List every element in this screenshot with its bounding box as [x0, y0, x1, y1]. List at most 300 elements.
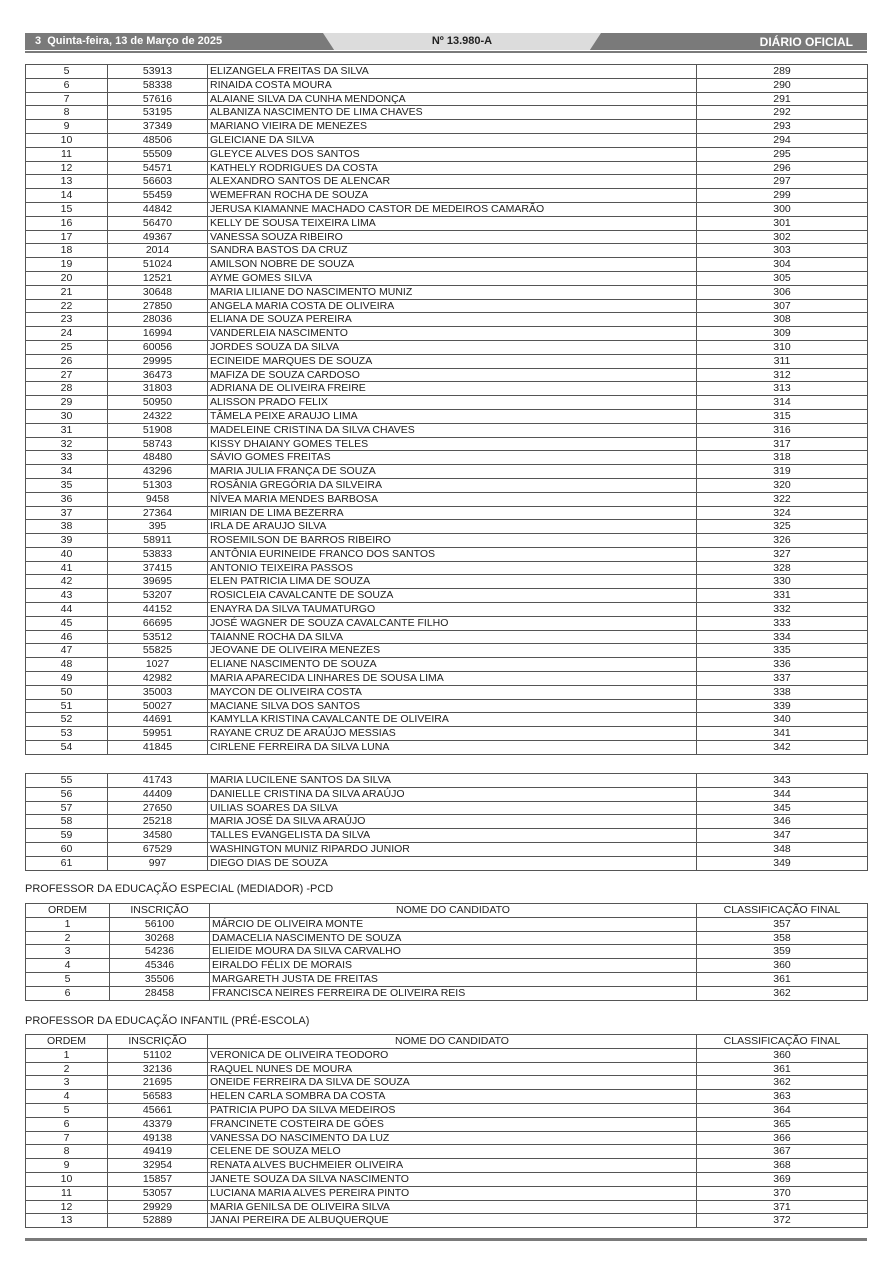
- col-header-nome: NOME DO CANDIDATO: [208, 1035, 697, 1049]
- cell-ordem: 20: [26, 271, 108, 285]
- cell-ordem: 5: [26, 972, 110, 986]
- cell-ordem: 13: [26, 175, 108, 189]
- cell-classificacao: 302: [697, 230, 868, 244]
- cell-inscricao: 27650: [108, 801, 208, 815]
- cell-inscricao: 59951: [108, 727, 208, 741]
- cell-nome: ELIEIDE MOURA DA SILVA CARVALHO: [210, 945, 697, 959]
- table-row: [26, 202, 868, 216]
- cell-classificacao: 318: [697, 451, 868, 465]
- cell-inscricao: 28458: [110, 986, 210, 1000]
- publication-name: DIÁRIO OFICIAL: [759, 35, 853, 49]
- cell-inscricao: 48506: [108, 133, 208, 147]
- cell-classificacao: 319: [697, 465, 868, 479]
- cell-nome: ROSÂNIA GREGÓRIA DA SILVEIRA: [208, 478, 697, 492]
- cell-inscricao: 37415: [108, 561, 208, 575]
- cell-classificacao: 312: [697, 368, 868, 382]
- table-row: [26, 931, 868, 945]
- table-row: [26, 672, 868, 686]
- cell-classificacao: 297: [697, 175, 868, 189]
- cell-classificacao: 305: [697, 271, 868, 285]
- cell-inscricao: 56603: [108, 175, 208, 189]
- cell-nome: NÍVEA MARIA MENDES BARBOSA: [208, 492, 697, 506]
- cell-ordem: 55: [26, 774, 108, 788]
- cell-classificacao: 296: [697, 161, 868, 175]
- table-row: [26, 589, 868, 603]
- table-row: [26, 787, 868, 801]
- cell-inscricao: 9458: [108, 492, 208, 506]
- cell-ordem: 2: [26, 931, 110, 945]
- cell-ordem: 53: [26, 727, 108, 741]
- cell-nome: IRLA DE ARAUJO SILVA: [208, 520, 697, 534]
- cell-inscricao: 45661: [108, 1103, 208, 1117]
- cell-nome: PATRICIA PUPO DA SILVA MEDEIROS: [208, 1103, 697, 1117]
- cell-inscricao: 51303: [108, 478, 208, 492]
- cell-classificacao: 369: [697, 1172, 868, 1186]
- cell-classificacao: 300: [697, 202, 868, 216]
- cell-ordem: 48: [26, 658, 108, 672]
- cell-nome: MÁRCIO DE OLIVEIRA MONTE: [210, 917, 697, 931]
- cell-inscricao: 2014: [108, 244, 208, 258]
- table-row: [26, 520, 868, 534]
- cell-ordem: 7: [26, 92, 108, 106]
- cell-nome: ELIZANGELA FREITAS DA SILVA: [208, 65, 697, 79]
- cell-classificacao: 324: [697, 506, 868, 520]
- results-table-pcd: [25, 903, 868, 1001]
- cell-ordem: 23: [26, 313, 108, 327]
- cell-inscricao: 29929: [108, 1200, 208, 1214]
- cell-inscricao: 51024: [108, 258, 208, 272]
- cell-nome: RINAIDA COSTA MOURA: [208, 78, 697, 92]
- table-row: [26, 829, 868, 843]
- cell-ordem: 56: [26, 787, 108, 801]
- cell-classificacao: 299: [697, 189, 868, 203]
- cell-inscricao: 41845: [108, 741, 208, 755]
- cell-nome: MARIA JOSÉ DA SILVA ARAÚJO: [208, 815, 697, 829]
- cell-inscricao: 32954: [108, 1159, 208, 1173]
- cell-nome: MADELEINE CRISTINA DA SILVA CHAVES: [208, 423, 697, 437]
- section-title-infantil: PROFESSOR DA EDUCAÇÃO INFANTIL (PRÉ-ESCOLA): [25, 1015, 310, 1027]
- cell-classificacao: 314: [697, 396, 868, 410]
- cell-inscricao: 16994: [108, 327, 208, 341]
- cell-classificacao: 359: [697, 945, 868, 959]
- cell-nome: MAYCON DE OLIVEIRA COSTA: [208, 685, 697, 699]
- cell-classificacao: 360: [697, 959, 868, 973]
- cell-nome: SÁVIO GOMES FREITAS: [208, 451, 697, 465]
- cell-classificacao: 362: [697, 986, 868, 1000]
- table-row: [26, 685, 868, 699]
- table-row: [26, 658, 868, 672]
- cell-inscricao: 55459: [108, 189, 208, 203]
- cell-nome: JANETE SOUZA DA SILVA NASCIMENTO: [208, 1172, 697, 1186]
- cell-ordem: 33: [26, 451, 108, 465]
- cell-nome: UILIAS SOARES DA SILVA: [208, 801, 697, 815]
- table-row: [26, 92, 868, 106]
- cell-classificacao: 371: [697, 1200, 868, 1214]
- edition-number: Nº 13.980-A: [431, 35, 493, 47]
- cell-inscricao: 36473: [108, 368, 208, 382]
- cell-classificacao: 307: [697, 299, 868, 313]
- cell-ordem: 6: [26, 1117, 108, 1131]
- table-row: [26, 1186, 868, 1200]
- cell-nome: ANGELA MARIA COSTA DE OLIVEIRA: [208, 299, 697, 313]
- cell-inscricao: 34580: [108, 829, 208, 843]
- cell-classificacao: 304: [697, 258, 868, 272]
- cell-ordem: 7: [26, 1131, 108, 1145]
- cell-ordem: 54: [26, 741, 108, 755]
- cell-ordem: 25: [26, 340, 108, 354]
- cell-ordem: 3: [26, 1076, 108, 1090]
- cell-classificacao: 362: [697, 1076, 868, 1090]
- cell-nome: LUCIANA MARIA ALVES PEREIRA PINTO: [208, 1186, 697, 1200]
- table-row: [26, 547, 868, 561]
- cell-ordem: 11: [26, 147, 108, 161]
- cell-inscricao: 25218: [108, 815, 208, 829]
- cell-ordem: 17: [26, 230, 108, 244]
- cell-ordem: 16: [26, 216, 108, 230]
- cell-inscricao: 28036: [108, 313, 208, 327]
- cell-inscricao: 21695: [108, 1076, 208, 1090]
- cell-ordem: 9: [26, 120, 108, 134]
- cell-classificacao: 330: [697, 575, 868, 589]
- cell-inscricao: 53207: [108, 589, 208, 603]
- cell-nome: VERONICA DE OLIVEIRA TEODORO: [208, 1048, 697, 1062]
- cell-ordem: 46: [26, 630, 108, 644]
- cell-nome: TAIANNE ROCHA DA SILVA: [208, 630, 697, 644]
- cell-nome: EIRALDO FÉLIX DE MORAIS: [210, 959, 697, 973]
- cell-ordem: 19: [26, 258, 108, 272]
- cell-classificacao: 348: [697, 842, 868, 856]
- cell-nome: JOSÉ WAGNER DE SOUZA CAVALCANTE FILHO: [208, 616, 697, 630]
- cell-inscricao: 54236: [110, 945, 210, 959]
- cell-inscricao: 44152: [108, 603, 208, 617]
- cell-nome: ALEXANDRO SANTOS DE ALENCAR: [208, 175, 697, 189]
- cell-inscricao: 31803: [108, 382, 208, 396]
- table-row: [26, 534, 868, 548]
- table-row: [26, 1200, 868, 1214]
- cell-ordem: 36: [26, 492, 108, 506]
- col-header-ordem: ORDEM: [26, 1035, 108, 1049]
- cell-ordem: 28: [26, 382, 108, 396]
- section-title-pcd: PROFESSOR DA EDUCAÇÃO ESPECIAL (MEDIADOR) -PCD: [25, 883, 334, 895]
- col-header-nome: NOME DO CANDIDATO: [210, 904, 697, 918]
- cell-inscricao: 42982: [108, 672, 208, 686]
- cell-nome: DAMACELIA NASCIMENTO DE SOUZA: [210, 931, 697, 945]
- cell-ordem: 59: [26, 829, 108, 843]
- cell-nome: FRANCISCA NEIRES FERREIRA DE OLIVEIRA REIS: [210, 986, 697, 1000]
- cell-classificacao: 291: [697, 92, 868, 106]
- cell-classificacao: 322: [697, 492, 868, 506]
- table-row: [26, 285, 868, 299]
- table-header-row: [26, 1035, 868, 1049]
- table-row: [26, 1103, 868, 1117]
- table-row: [26, 299, 868, 313]
- cell-nome: ONEIDE FERREIRA DA SILVA DE SOUZA: [208, 1076, 697, 1090]
- cell-ordem: 43: [26, 589, 108, 603]
- cell-nome: HELEN CARLA SOMBRA DA COSTA: [208, 1090, 697, 1104]
- cell-classificacao: 341: [697, 727, 868, 741]
- cell-ordem: 5: [26, 1103, 108, 1117]
- table-row: [26, 409, 868, 423]
- col-header-ordem: ORDEM: [26, 904, 110, 918]
- cell-classificacao: 366: [697, 1131, 868, 1145]
- cell-nome: JANAI PEREIRA DE ALBUQUERQUE: [208, 1214, 697, 1228]
- col-header-inscricao: INSCRIÇÃO: [110, 904, 210, 918]
- table-row: [26, 189, 868, 203]
- cell-ordem: 30: [26, 409, 108, 423]
- cell-ordem: 38: [26, 520, 108, 534]
- cell-classificacao: 342: [697, 741, 868, 755]
- cell-classificacao: 292: [697, 106, 868, 120]
- results-table-continued-2: [25, 773, 868, 871]
- cell-classificacao: 337: [697, 672, 868, 686]
- cell-ordem: 45: [26, 616, 108, 630]
- table-row: [26, 65, 868, 79]
- cell-classificacao: 303: [697, 244, 868, 258]
- cell-inscricao: 52889: [108, 1214, 208, 1228]
- col-header-classificacao: CLASSIFICAÇÃO FINAL: [697, 1035, 868, 1049]
- cell-classificacao: 357: [697, 917, 868, 931]
- table-row: [26, 78, 868, 92]
- cell-nome: ROSEMILSON DE BARROS RIBEIRO: [208, 534, 697, 548]
- table-row: [26, 451, 868, 465]
- cell-inscricao: 49138: [108, 1131, 208, 1145]
- cell-ordem: 1: [26, 1048, 108, 1062]
- table-row: [26, 741, 868, 755]
- table-row: [26, 945, 868, 959]
- cell-ordem: 58: [26, 815, 108, 829]
- col-header-classificacao: CLASSIFICAÇÃO FINAL: [697, 904, 868, 918]
- cell-nome: MARIA LILIANE DO NASCIMENTO MUNIZ: [208, 285, 697, 299]
- table-row: [26, 1145, 868, 1159]
- cell-nome: ALAIANE SILVA DA CUNHA MENDONÇA: [208, 92, 697, 106]
- table-row: [26, 774, 868, 788]
- table-row: [26, 575, 868, 589]
- table-row: [26, 340, 868, 354]
- cell-inscricao: 48480: [108, 451, 208, 465]
- cell-inscricao: 53913: [108, 65, 208, 79]
- cell-ordem: 50: [26, 685, 108, 699]
- cell-classificacao: 372: [697, 1214, 868, 1228]
- header-underline: [25, 51, 867, 53]
- cell-inscricao: 67529: [108, 842, 208, 856]
- cell-inscricao: 27850: [108, 299, 208, 313]
- cell-ordem: 10: [26, 133, 108, 147]
- cell-ordem: 10: [26, 1172, 108, 1186]
- table-row: [26, 1131, 868, 1145]
- cell-nome: KELLY DE SOUSA TEIXEIRA LIMA: [208, 216, 697, 230]
- cell-nome: RAYANE CRUZ DE ARAÚJO MESSIAS: [208, 727, 697, 741]
- cell-nome: ANTÔNIA EURINEIDE FRANCO DOS SANTOS: [208, 547, 697, 561]
- cell-inscricao: 29995: [108, 354, 208, 368]
- cell-classificacao: 343: [697, 774, 868, 788]
- cell-nome: CELENE DE SOUZA MELO: [208, 1145, 697, 1159]
- cell-classificacao: 336: [697, 658, 868, 672]
- cell-classificacao: 360: [697, 1048, 868, 1062]
- cell-ordem: 15: [26, 202, 108, 216]
- table-row: [26, 917, 868, 931]
- cell-ordem: 13: [26, 1214, 108, 1228]
- cell-inscricao: 15857: [108, 1172, 208, 1186]
- cell-nome: ANTONIO TEIXEIRA PASSOS: [208, 561, 697, 575]
- table-row: [26, 175, 868, 189]
- cell-classificacao: 368: [697, 1159, 868, 1173]
- cell-classificacao: 344: [697, 787, 868, 801]
- table-row: [26, 382, 868, 396]
- cell-nome: ENAYRA DA SILVA TAUMATURGO: [208, 603, 697, 617]
- cell-nome: WEMEFRAN ROCHA DE SOUZA: [208, 189, 697, 203]
- cell-inscricao: 45346: [110, 959, 210, 973]
- table-row: [26, 1172, 868, 1186]
- table-row: [26, 630, 868, 644]
- cell-nome: MAFIZA DE SOUZA CARDOSO: [208, 368, 697, 382]
- cell-nome: JEOVANE DE OLIVEIRA MENEZES: [208, 644, 697, 658]
- cell-inscricao: 50950: [108, 396, 208, 410]
- cell-inscricao: 66695: [108, 616, 208, 630]
- cell-nome: RENATA ALVES BUCHMEIER OLIVEIRA: [208, 1159, 697, 1173]
- table-row: [26, 258, 868, 272]
- cell-inscricao: 53057: [108, 1186, 208, 1200]
- cell-inscricao: 55825: [108, 644, 208, 658]
- cell-ordem: 60: [26, 842, 108, 856]
- cell-classificacao: 347: [697, 829, 868, 843]
- cell-inscricao: 39695: [108, 575, 208, 589]
- cell-inscricao: 12521: [108, 271, 208, 285]
- cell-ordem: 24: [26, 327, 108, 341]
- page-header: [25, 33, 867, 53]
- cell-nome: MARIA GENILSA DE OLIVEIRA SILVA: [208, 1200, 697, 1214]
- cell-ordem: 52: [26, 713, 108, 727]
- table-row: [26, 147, 868, 161]
- table-row: [26, 1214, 868, 1228]
- cell-nome: MARGARETH JUSTA DE FREITAS: [210, 972, 697, 986]
- cell-classificacao: 306: [697, 285, 868, 299]
- cell-nome: ADRIANA DE OLIVEIRA FREIRE: [208, 382, 697, 396]
- table-row: [26, 423, 868, 437]
- cell-inscricao: 56583: [108, 1090, 208, 1104]
- header-page-date: [35, 35, 222, 47]
- cell-classificacao: 361: [697, 1062, 868, 1076]
- cell-inscricao: 55509: [108, 147, 208, 161]
- cell-nome: VANESSA DO NASCIMENTO DA LUZ: [208, 1131, 697, 1145]
- cell-inscricao: 32136: [108, 1062, 208, 1076]
- cell-inscricao: 30648: [108, 285, 208, 299]
- table-row: [26, 1117, 868, 1131]
- cell-ordem: 49: [26, 672, 108, 686]
- cell-nome: ALISSON PRADO FELIX: [208, 396, 697, 410]
- cell-classificacao: 370: [697, 1186, 868, 1200]
- cell-ordem: 26: [26, 354, 108, 368]
- cell-nome: MARIA LUCILENE SANTOS DA SILVA: [208, 774, 697, 788]
- cell-inscricao: 53195: [108, 106, 208, 120]
- cell-inscricao: 57616: [108, 92, 208, 106]
- page-number: 3: [35, 35, 42, 47]
- cell-nome: FRANCINETE COSTEIRA DE GÓES: [208, 1117, 697, 1131]
- cell-classificacao: 328: [697, 561, 868, 575]
- table-row: [26, 368, 868, 382]
- table-row: [26, 815, 868, 829]
- table-row: [26, 713, 868, 727]
- cell-classificacao: 310: [697, 340, 868, 354]
- cell-inscricao: 35003: [108, 685, 208, 699]
- cell-ordem: 6: [26, 78, 108, 92]
- table-row: [26, 727, 868, 741]
- cell-classificacao: 367: [697, 1145, 868, 1159]
- table-row: [26, 133, 868, 147]
- cell-nome: JORDES SOUZA DA SILVA: [208, 340, 697, 354]
- cell-ordem: 9: [26, 1159, 108, 1173]
- table-row: [26, 244, 868, 258]
- cell-ordem: 4: [26, 959, 110, 973]
- cell-classificacao: 331: [697, 589, 868, 603]
- table-row: [26, 1159, 868, 1173]
- table-row: [26, 616, 868, 630]
- cell-classificacao: 364: [697, 1103, 868, 1117]
- results-table-continued: [25, 64, 868, 755]
- cell-nome: CIRLENE FERREIRA DA SILVA LUNA: [208, 741, 697, 755]
- table-row: [26, 699, 868, 713]
- table-row: [26, 437, 868, 451]
- cell-inscricao: 56100: [110, 917, 210, 931]
- cell-ordem: 37: [26, 506, 108, 520]
- cell-inscricao: 44409: [108, 787, 208, 801]
- cell-classificacao: 311: [697, 354, 868, 368]
- cell-ordem: 21: [26, 285, 108, 299]
- cell-classificacao: 335: [697, 644, 868, 658]
- cell-nome: GLEYCE ALVES DOS SANTOS: [208, 147, 697, 161]
- table-row: [26, 354, 868, 368]
- cell-nome: AMILSON NOBRE DE SOUZA: [208, 258, 697, 272]
- cell-ordem: 39: [26, 534, 108, 548]
- cell-classificacao: 309: [697, 327, 868, 341]
- cell-nome: MARIA APARECIDA LINHARES DE SOUSA LIMA: [208, 672, 697, 686]
- cell-nome: WASHINGTON MUNIZ RIPARDO JUNIOR: [208, 842, 697, 856]
- cell-ordem: 8: [26, 106, 108, 120]
- cell-inscricao: 58911: [108, 534, 208, 548]
- table-row: [26, 1048, 868, 1062]
- cell-ordem: 11: [26, 1186, 108, 1200]
- cell-nome: MACIANE SILVA DOS SANTOS: [208, 699, 697, 713]
- cell-classificacao: 334: [697, 630, 868, 644]
- cell-nome: DANIELLE CRISTINA DA SILVA ARAÚJO: [208, 787, 697, 801]
- cell-nome: VANDERLEIA NASCIMENTO: [208, 327, 697, 341]
- cell-ordem: 14: [26, 189, 108, 203]
- cell-inscricao: 395: [108, 520, 208, 534]
- cell-classificacao: 365: [697, 1117, 868, 1131]
- table-row: [26, 603, 868, 617]
- cell-classificacao: 289: [697, 65, 868, 79]
- cell-nome: DIEGO DIAS DE SOUZA: [208, 856, 697, 870]
- cell-classificacao: 349: [697, 856, 868, 870]
- cell-nome: MIRIAN DE LIMA BEZERRA: [208, 506, 697, 520]
- cell-ordem: 8: [26, 1145, 108, 1159]
- footer-rule: [25, 1238, 867, 1241]
- cell-ordem: 31: [26, 423, 108, 437]
- cell-classificacao: 316: [697, 423, 868, 437]
- cell-ordem: 32: [26, 437, 108, 451]
- table-row: [26, 972, 868, 986]
- cell-nome: MARIANO VIEIRA DE MENEZES: [208, 120, 697, 134]
- cell-inscricao: 24322: [108, 409, 208, 423]
- cell-ordem: 51: [26, 699, 108, 713]
- cell-inscricao: 50027: [108, 699, 208, 713]
- cell-ordem: 44: [26, 603, 108, 617]
- table-row: [26, 396, 868, 410]
- cell-classificacao: 361: [697, 972, 868, 986]
- cell-inscricao: 30268: [110, 931, 210, 945]
- cell-ordem: 12: [26, 161, 108, 175]
- cell-classificacao: 327: [697, 547, 868, 561]
- cell-nome: KISSY DHAIANY GOMES TELES: [208, 437, 697, 451]
